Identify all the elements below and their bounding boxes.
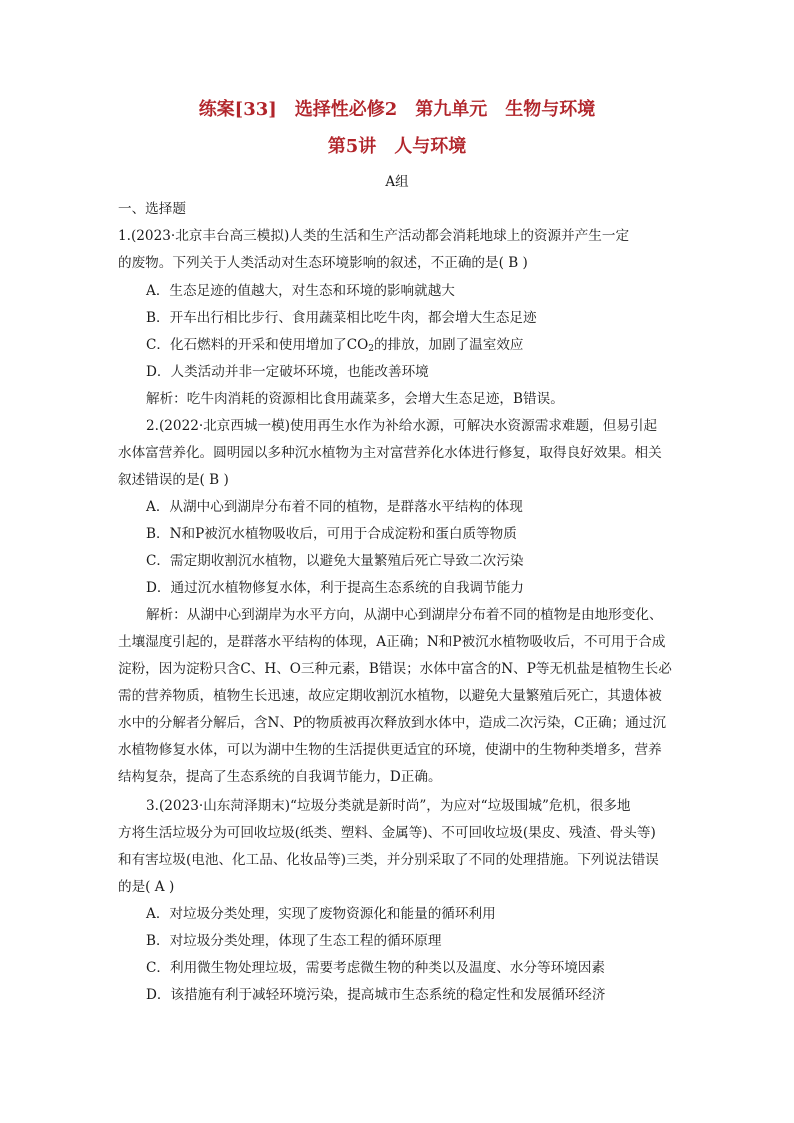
q2-analysis-line3: 淀粉，因为淀粉只含C、H、O三种元素，B错误；水体中富含的N、P等无机盐是植物生长必 xyxy=(118,661,672,677)
q1-option-d: D．人类活动并非一定破坏环境，也能改善环境 xyxy=(146,364,429,380)
q1-option-a: A．生态足迹的值越大，对生态和环境的影响就越大 xyxy=(146,283,455,299)
section-heading: 一、选择题 xyxy=(118,201,186,217)
q3-option-d: D．该措施有利于减轻环境污染，提高城市生态系统的稳定性和发展循环经济 xyxy=(146,987,606,1003)
q3-option-c: C．利用微生物处理垃圾，需要考虑微生物的种类以及温度、水分等环境因素 xyxy=(146,960,605,976)
q2-stem-line3: 叙述错误的是( B ) xyxy=(118,472,229,488)
q3-option-b: B．对垃圾分类处理，体现了生态工程的循环原理 xyxy=(146,933,442,949)
q2-analysis-line6: 水植物修复水体，可以为湖中生物的生活提供更适宜的环境，使湖中的生物种类增多，营养 xyxy=(118,742,662,758)
q1-option-b: B．开车出行相比步行、食用蔬菜相比吃牛肉，都会增大生态足迹 xyxy=(146,310,537,326)
q2-analysis-line4: 需的营养物质，植物生长迅速，故应定期收割沉水植物，以避免大量繁殖后死亡，其遗体被 xyxy=(118,688,662,704)
q2-analysis-line2: 土壤湿度引起的，是群落水平结构的体现，A正确；N和P被沉水植物吸收后，不可用于合成 xyxy=(118,634,666,650)
q2-stem-line2: 水体富营养化。圆明园以多种沉水植物为主对富营养化水体进行修复，取得良好效果。相关 xyxy=(118,445,662,461)
q1-analysis: 解析：吃牛肉消耗的资源相比食用蔬菜多，会增大生态足迹，B错误。 xyxy=(146,391,564,407)
q2-stem-line1: 2.(2022·北京西城一模)使用再生水作为补给水源，可解决水资源需求难题，但易引起 xyxy=(146,418,658,434)
q2-option-c: C．需定期收割沉水植物，以避免大量繁殖后死亡导致二次污染 xyxy=(146,553,524,569)
q3-stem-line2: 方将生活垃圾分为可回收垃圾(纸类、塑料、金属等)、不可回收垃圾(果皮、残渣、骨头等) xyxy=(118,825,656,841)
q2-analysis-line5: 水中的分解者分解后，含N、P的物质被再次释放到水体中，造成二次污染，C正确；通过沉 xyxy=(118,715,667,731)
q1-stem-line1: 1.(2023·北京丰台高三模拟)人类的生活和生产活动都会消耗地球上的资源并产生一定 xyxy=(118,228,630,244)
q3-stem-line3: 和有害垃圾(电池、化工品、化妆品等)三类，并分别采取了不同的处理措施。下列说法错误 xyxy=(118,852,659,868)
page-title: 练案[33] 选择性必修2 第九单元 生物与环境 xyxy=(198,99,596,120)
group-label: A组 xyxy=(385,174,409,190)
q3-stem-line1: 3.(2023·山东菏泽期末)“垃圾分类就是新时尚”，为应对“垃圾围城”危机，很多地 xyxy=(146,798,631,814)
lesson-title: 第5讲 人与环境 xyxy=(327,136,467,157)
q1-stem-line2: 的废物。下列关于人类活动对生态环境影响的叙述，不正确的是( B ) xyxy=(118,255,528,271)
q2-analysis-line1: 解析：从湖中心到湖岸为水平方向，从湖中心到湖岸分布着不同的植物是由地形变化、 xyxy=(146,607,663,623)
q2-option-a: A．从湖中心到湖岸分布着不同的植物，是群落水平结构的体现 xyxy=(146,499,523,515)
q2-analysis-line7: 结构复杂，提高了生态系统的自我调节能力，D正确。 xyxy=(118,769,442,785)
q3-stem-line4: 的是( A ) xyxy=(118,879,175,895)
q2-option-d: D．通过沉水植物修复水体，利于提高生态系统的自我调节能力 xyxy=(146,580,524,596)
q2-option-b: B．N和P被沉水植物吸收后，可用于合成淀粉和蛋白质等物质 xyxy=(146,526,517,542)
co2-subscript: 2 xyxy=(368,344,374,354)
q1-option-c: C．化石燃料的开采和使用增加了$CO_2$的排放，加剧了温室效应 xyxy=(146,337,524,354)
q3-option-a: A．对垃圾分类处理，实现了废物资源化和能量的循环利用 xyxy=(146,906,496,922)
